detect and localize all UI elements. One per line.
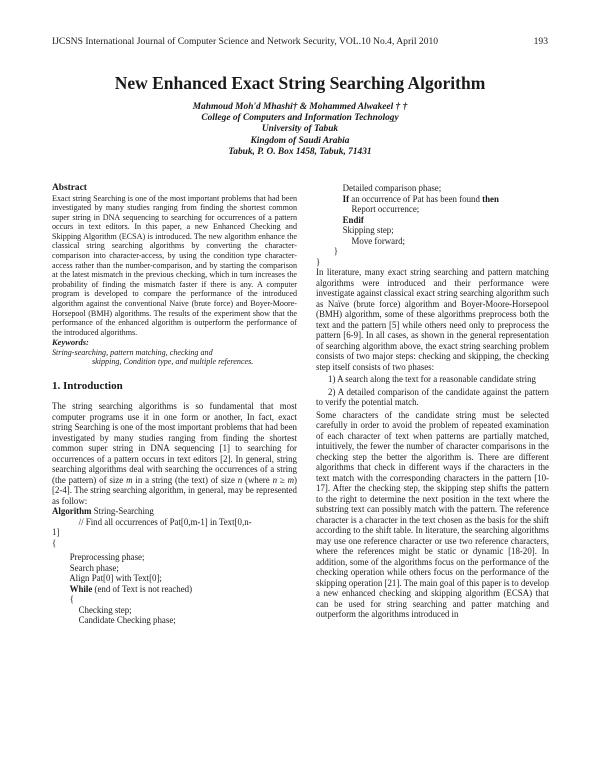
algo-comment: // Find all occurrences of Pat[0,m-1] in Text[0,n- <box>52 516 252 527</box>
algo-checking-step: Checking step; <box>52 604 132 615</box>
algo-close-brace: } <box>316 256 321 267</box>
algo-while <box>52 584 297 595</box>
keywords-line-1: String-searching, pattern matching, checking and <box>52 347 213 357</box>
algo-inner-open: { <box>52 594 75 605</box>
right-paragraph-2: Some characters of the candidate string must be selected carefully in order to avoid the problem of repeated examination of each character of text when patterns are partially matched, intuitively, the fewer the number of character comparisons in the checking step the better the algorithm is. There are different algorithms that check in different ways if the characters in the text match with the corresponding characters in the pattern [10-17]. After the checking step, the skipping step shifts the pattern to the right to determine the next position in the text where the substring text can possibly match with the pattern. The reference character is a character in the text chosen as the basis for the shift according to the shift table. In literature, the searching algorithms may use one reference character or use two reference characters, where the references might be static or dynamic [18-20]. In addition, some of the algorithms focus on the performance of the checking operation while others focus on the performance of the skipping operation [21]. The main goal of this paper is to develop a new enhanced checking and skipping algorithm (ECSA) that can be used for string searching and patter matching and outperform the algorithms introduced in <box>316 409 550 619</box>
algo-report: Report occurrence; <box>316 204 420 214</box>
algo-candidate-phase: Candidate Checking phase; <box>52 615 176 626</box>
university: University of Tabuk <box>261 124 339 135</box>
algo-search-phase: Search phase; <box>52 562 119 573</box>
abstract-text: Exact string Searching is one of the most important problems that had been investigated by many studies ranging from finding the shortest common super string in DNA sequencing to searching for occurrences of a pattern occurs in text editors. In this paper, a new Enhanced Checking and Skipping Algorithm (ECSA) is introduced. The new algorithm enhance the classical string searching algorithms by converting the character-comparison into character-access, by using the condition type character-access rather than the number-comparison, and by starting the comparison at the latest mismatch in the previous checking, which in turn increases the probability of finding the mismatch faster if there is any. A computer program is developed to compare the performance of the introduced algorithm against the conventional Naive (brute force) and Boyer-Moore-Horsepool (BMH) algorithms. The results of the experiment show that the performance of the enhanced algorithm is outperform the performance of the introduced algorithms. <box>52 193 297 337</box>
author-names: Mahmoud Moh'd Mhashi† & Mohammed Alwakeel † † <box>192 102 408 112</box>
size-condition: n ≥ m <box>272 474 295 485</box>
algo-while-keyword: While <box>52 583 93 594</box>
phase-list <box>316 374 549 408</box>
address: Tabuk, P. O. Box 1458, Tabuk, 71431 <box>228 146 372 157</box>
algo-name: String-Searching <box>91 506 154 517</box>
algo-endif: Endif <box>316 214 364 225</box>
intro-text-3: (where <box>242 474 273 485</box>
algo-skipping-step: Skipping step; <box>316 225 394 235</box>
algo-detailed-phase: Detailed comparison phase; <box>316 183 442 193</box>
keywords-heading: Keywords: <box>52 337 89 348</box>
algo-title <box>52 506 297 517</box>
algo-move-forward: Move forward; <box>316 235 405 246</box>
algo-comment-cont: 1] <box>52 527 60 538</box>
algorithm-listing <box>52 506 297 626</box>
algo-align: Align Pat[0] with Text[0]; <box>52 573 162 584</box>
section-heading-introduction: 1. Introduction <box>52 379 123 392</box>
intro-text-4: ) [2-4]. The string searching algorithm, in general, may be represented as follow: <box>52 474 297 506</box>
var-n: n <box>237 474 243 485</box>
algo-inner-close: } <box>316 246 339 256</box>
algo-while-condition: (end of Text is not reached) <box>92 583 193 594</box>
algo-label: Algorithm <box>52 506 92 517</box>
journal-name: IJCSNS International Journal of Computer Science and Network Security, VOL.10 No.4, April 2010 <box>52 36 439 47</box>
keywords-line-2: skipping, Condition type, and multiple references. <box>92 357 254 367</box>
phase-list-item-1: 1) A search along the text for a reasonable candidate string <box>328 374 536 384</box>
intro-text-1: The string searching algorithms is so fundamental that most computer programs use it in one form or another, In fact, exact string Searching is one of the most important problems that had been investigated by many studies ranging from finding the shortest common super string in DNA sequencing [1] to searching for occurrences of a pattern occurs in text editors [2]. In general, string searching algorithms deal with searching the occurrences of a string (the pattern) of size <box>52 401 297 485</box>
abstract-heading: Abstract <box>52 183 87 193</box>
affiliation: College of Computers and Information Technology <box>201 113 399 124</box>
right-column <box>316 183 549 620</box>
country: Kingdom of Saudi Arabia <box>250 135 350 146</box>
keywords-text <box>52 348 297 367</box>
paper-title: New Enhanced Exact String Searching Algorithm <box>114 73 486 93</box>
algorithm-listing-continued <box>316 183 549 267</box>
left-column <box>52 183 297 626</box>
algo-if <box>316 194 549 205</box>
algo-preprocessing: Preprocessing phase; <box>52 552 145 563</box>
author-block <box>0 102 600 158</box>
var-m: m <box>126 474 133 485</box>
algo-if-keyword: If <box>316 193 350 204</box>
right-paragraph-1: In literature, many exact string searching and pattern matching algorithms were introduced and their performance were investigate against classical exact string searching algorithm such as Naïve (brute force) algorithm and Boyer-Moore-Horsepool (BMH) algorithm, some of these algorithms preprocess both the text and the pattern [5] while others need only to preprocess the pattern [6-9]. In all cases, as shown in the general representation of searching algorithm above, the exact string searching problem consists of two major steps: checking and skipping, the checking step itself consists of two phases: <box>316 267 549 372</box>
intro-paragraph <box>52 401 297 506</box>
phase-list-item-2: 2) A detailed comparison of the candidate against the pattern to verify the potential match. <box>316 386 549 407</box>
algo-then-keyword: then <box>482 193 499 204</box>
algo-open-brace: { <box>52 537 57 548</box>
algo-if-condition: an occurrence of Pat has been found <box>349 193 483 204</box>
running-header <box>52 36 548 47</box>
intro-text-2: in a string (the text) of size <box>132 474 238 485</box>
page-number: 193 <box>533 36 548 47</box>
